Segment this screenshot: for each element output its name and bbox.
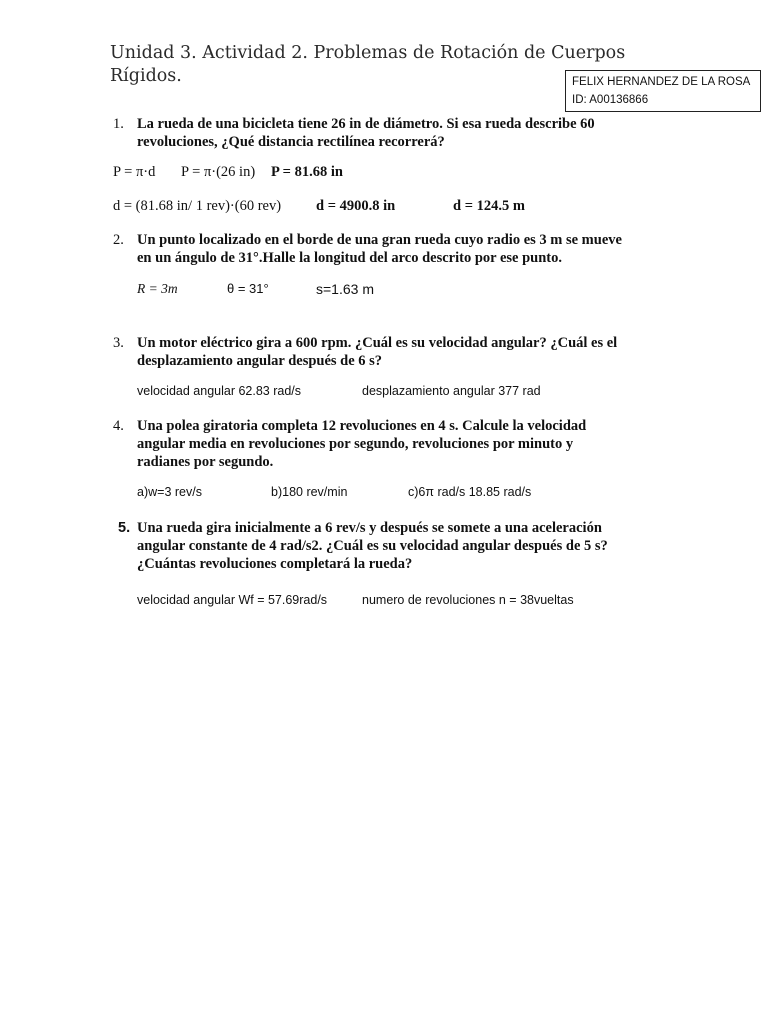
q4-answer-a: a)w=3 rev/s [137,485,202,499]
q4-answer-c: c)6π rad/s 18.85 rad/s [408,485,532,499]
q1-eq-perimeter-result: P = 81.68 in [271,164,343,180]
q5-answer-angular-velocity: velocidad angular Wf = 57.69rad/s [137,593,328,607]
student-id: ID: A00136866 [572,94,649,106]
q2-radius: R = 3m [137,281,178,296]
q1-eq-perimeter-formula: P = π·d [113,164,156,180]
q2-number: 2. [113,232,124,248]
q2-angle: θ = 31° [227,281,269,296]
q4-line-3: radianes por segundo. [137,454,274,470]
student-name: FELIX HERNANDEZ DE LA ROSA [572,76,751,88]
q4-answer-b: b)180 rev/min [271,485,348,499]
q1-line-1: La rueda de una bicicleta tiene 26 in de diámetro. Si esa rueda describe 60 [137,116,595,132]
q1-eq-distance-in: d = 4900.8 in [316,198,396,214]
q5-line-2: angular constante de 4 rad/s2. ¿Cuál es su velocidad angular después de 5 s? [137,538,608,554]
q2-line-1: Un punto localizado en el borde de una gran rueda cuyo radio es 3 m se mueve [137,232,622,248]
q1-line-2: revoluciones, ¿Qué distancia rectilínea recorrerá? [137,134,445,150]
q4-text [137,417,586,471]
document-title [110,42,625,88]
q5-text [137,519,608,573]
student-info-box [565,70,761,112]
q1-eq-perimeter-sub: P = π·(26 in) [181,164,256,180]
q5-number: 5. [118,520,131,536]
q3-answer-angular-velocity: velocidad angular 62.83 rad/s [137,384,302,398]
q4-line-2: angular media en revoluciones por segundo, revoluciones por minuto y [137,436,574,452]
q4-number: 4. [113,418,124,434]
q5-line-1: Una rueda gira inicialmente a 6 rev/s y después se somete a una aceleración [137,520,602,536]
q1-eq-distance-formula: d = (81.68 in/ 1 rev)·(60 rev) [113,198,282,214]
q2-text [137,231,622,267]
q3-text [137,334,617,370]
q4-line-1: Una polea giratoria completa 12 revoluciones en 4 s. Calcule la velocidad [137,418,587,434]
q2-line-2: en un ángulo de 31°.Halle la longitud del arco descrito por ese punto. [137,250,562,266]
q1-eq-distance-m: d = 124.5 m [453,198,525,214]
title-line-1: Unidad 3. Actividad 2. Problemas de Rotación de Cuerpos [110,43,626,63]
q2-arc-length: s=1.63 m [316,281,374,297]
q1-number: 1. [113,116,124,132]
q3-line-2: desplazamiento angular después de 6 s? [137,353,383,369]
q3-line-1: Un motor eléctrico gira a 600 rpm. ¿Cuál es su velocidad angular? ¿Cuál es el [137,335,618,351]
q5-answer-revolutions: numero de revoluciones n = 38vueltas [362,593,574,607]
q5-line-3: ¿Cuántas revoluciones completará la rueda? [137,556,413,572]
title-line-2: Rígidos. [110,66,182,86]
q3-answer-angular-displacement: desplazamiento angular 377 rad [362,384,541,398]
q1-text [137,115,595,151]
q3-number: 3. [113,335,124,351]
